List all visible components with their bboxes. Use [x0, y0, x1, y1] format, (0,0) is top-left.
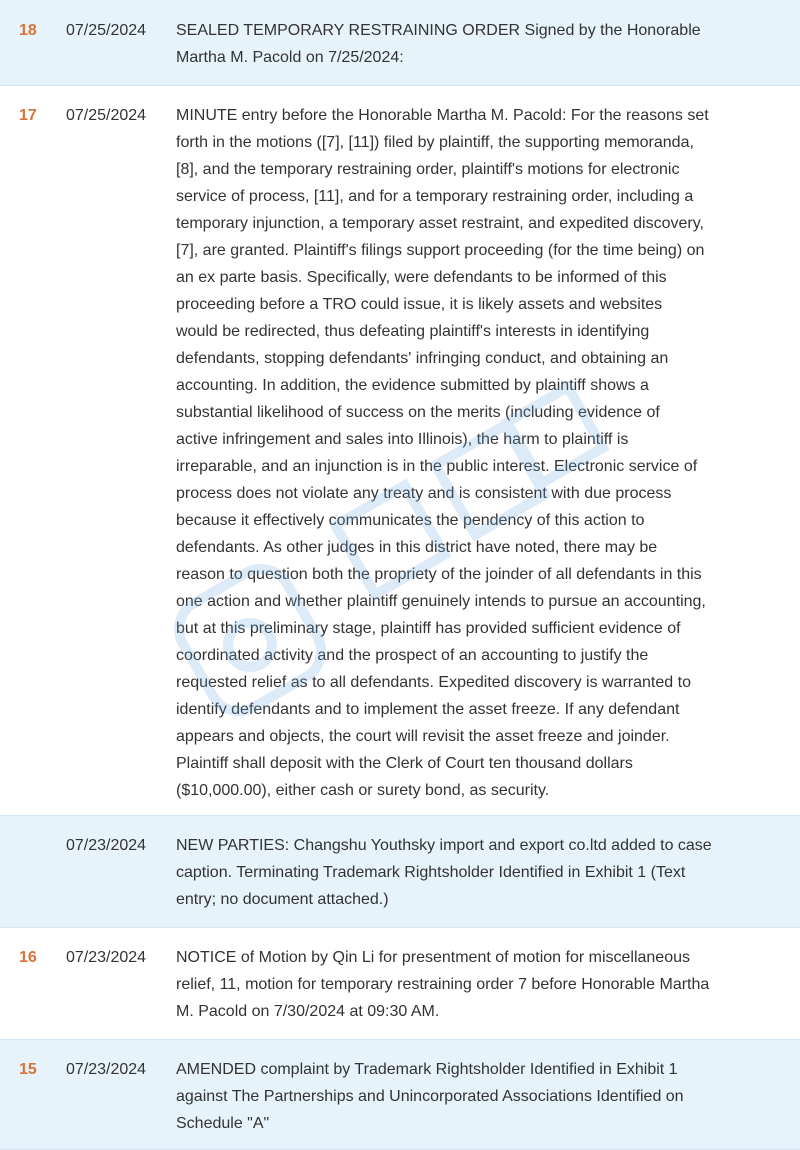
entry-number[interactable]: 17: [19, 107, 37, 124]
entry-number[interactable]: 18: [19, 22, 37, 39]
entry-date: 07/23/2024: [66, 949, 147, 966]
entry-text: NOTICE of Motion by Qin Li for presentment of motion for miscellaneous relief, 11, motion for temporary restraining order 7 before Honorable Martha M. Pacold on 7/30/2024 at 09:30 AM.: [176, 949, 710, 1020]
entry-text: NEW PARTIES: Changshu Youthsky import and export co.ltd added to case caption. Terminating Trademark Rightsholder Identified in Exhibit 1 (Text entry; no document attached.): [176, 837, 712, 908]
docket-entry: [0, 86, 800, 816]
entry-text: SEALED TEMPORARY RESTRAINING ORDER Signed by the Honorable Martha M. Pacold on 7/25/2024:: [176, 22, 701, 66]
entry-text: AMENDED complaint by Trademark Rightsholder Identified in Exhibit 1 against The Partnerships and Unincorporated Associations Identified on Schedule "A": [176, 1061, 684, 1132]
docket-entry: [0, 816, 800, 928]
entry-number[interactable]: 15: [19, 1061, 37, 1078]
entry-date: 07/25/2024: [66, 107, 147, 124]
entry-number[interactable]: 16: [19, 949, 37, 966]
entry-date: 07/25/2024: [66, 22, 147, 39]
entry-date: 07/23/2024: [66, 837, 147, 854]
entry-text: MINUTE entry before the Honorable Martha M. Pacold: For the reasons set forth in the motions ([7], [11]) filed by plaintiff, the supporting memoranda, [8], and the temporary restraining order, plaintiff's motions for electronic service of process, [11], and for a temporary restraining order, including a temporary injunction, a temporary asset restraint, and expedited discovery, [7], are granted. Plaintiff's filings support proceeding (for the time being) on an ex parte basis. Specifically, were defendants to be informed of this proceeding before a TRO could issue, it is likely assets and websites would be redirected, thus defeating plaintiff's interests in identifying defendants, stopping defendants' infringing conduct, and obtaining an accounting. In addition, the evidence submitted by plaintiff shows a substantial likelihood of success on the merits (including evidence of active infringement and sales into Illinois), the harm to plaintiff is irreparable, and an injunction is in the public interest. Electronic service of process does not violate any treaty and is consistent with due process because it effectively communicates the pendency of this action to defendants. As other judges in this district have noted, there may be reason to question both the propriety of the joinder of all defendants in this one action and whether plaintiff genuinely intends to pursue an accounting, but at this preliminary stage, plaintiff has provided sufficient evidence of coordinated activity and the prospect of an accounting to justify the requested relief as to all defendants. Expedited discovery is warranted to identify defendants and to implement the asset freeze. If any defendant appears and objects, the court will revisit the asset freeze and joinder. Plaintiff shall deposit with the Clerk of Court ten thousand dollars ($10,000.00), either cash or surety bond, as security.: [176, 107, 709, 799]
docket-entry: [0, 1040, 800, 1150]
docket-entry: [0, 0, 800, 86]
entry-date: 07/23/2024: [66, 1061, 147, 1078]
docket-entry: [0, 928, 800, 1040]
